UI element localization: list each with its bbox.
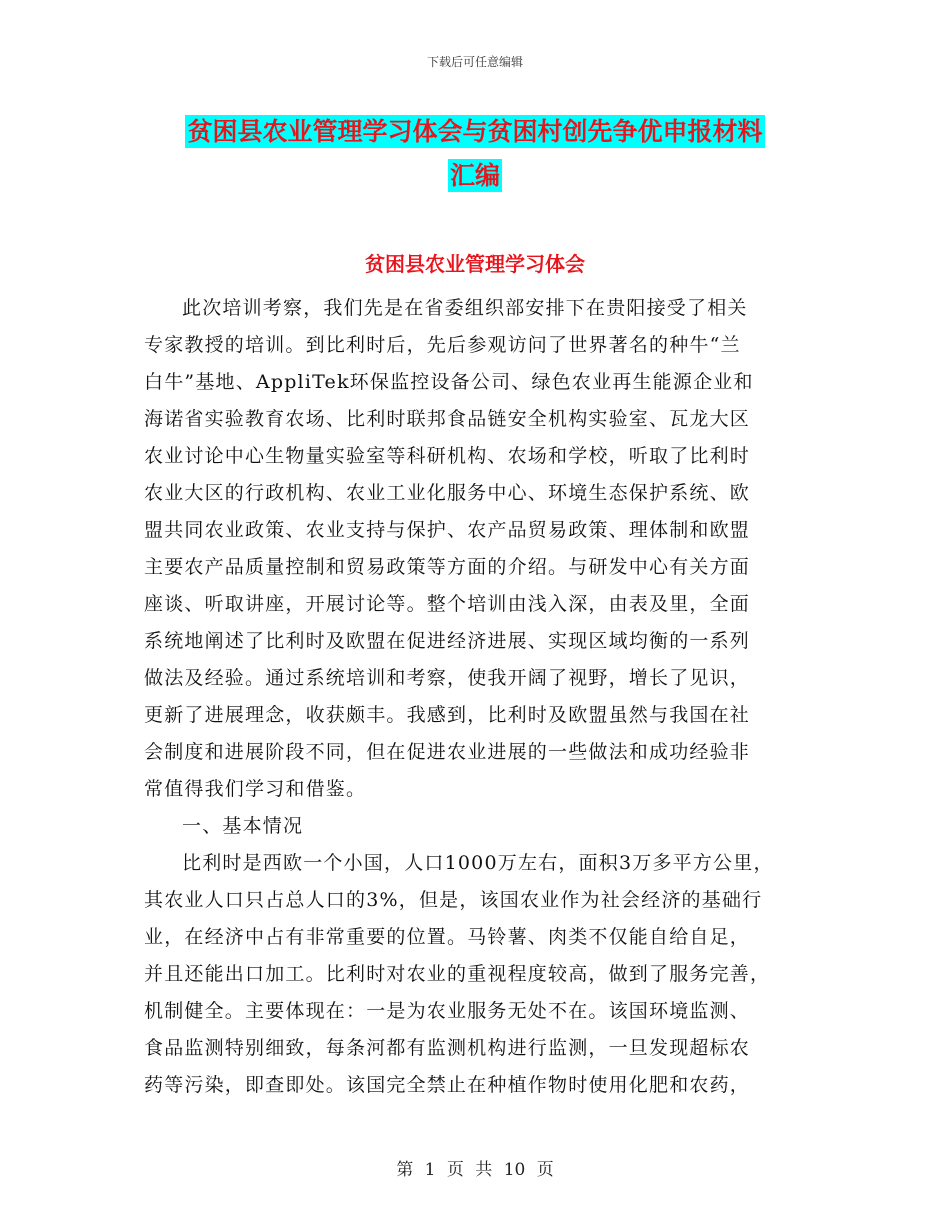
text-line: 专家教授的培训。到比利时后，先后参观访问了世界著名的种牛“兰 (144, 334, 741, 356)
text-line: 盟共同农业政策、农业支持与保护、农产品贸易政策、理体制和欧盟 (144, 519, 751, 541)
text-line: 海诺省实验教育农场、比利时联邦食品链安全机构实验室、瓦龙大区 (144, 408, 751, 430)
document-title (0, 110, 950, 198)
text-line: 此次培训考察，我们先是在省委组织部安排下在贵阳接受了相关 (182, 297, 748, 319)
text-line: 常值得我们学习和借鉴。 (144, 778, 367, 800)
text-line: 更新了进展理念，收获颇丰。我感到，比利时及欧盟虽然与我国在社 (144, 704, 751, 726)
text-line: 并且还能出口加工。比利时对农业的重视程度较高，做到了服务完善， (144, 963, 771, 985)
document-title-line-1: 贫困县农业管理学习体会与贫困村创先争优申报材料 (187, 117, 763, 146)
text-line: 系统地阐述了比利时及欧盟在促进经济进展、实现区域均衡的一系列 (144, 630, 751, 652)
section-heading: 贫困县农业管理学习体会 (365, 252, 585, 276)
text-line: 药等污染，即查即处。该国完全禁止在种植作物时使用化肥和农药， (144, 1074, 751, 1096)
paragraph-intro (144, 290, 810, 808)
text-line: 业，在经济中占有非常重要的位置。马铃薯、肉类不仅能自给自足， (144, 926, 751, 948)
paragraph-subheading-basic (144, 808, 810, 845)
subheading-basic-situation: 一、基本情况 (182, 815, 304, 837)
text-line: 比利时是西欧一个小国，人口1000万左右，面积3万多平方公里， (182, 852, 774, 874)
text-line: 做法及经验。通过系统培训和考察，使我开阔了视野，增长了见识， (144, 667, 751, 689)
page-footer: 第 1 页 共 10 页 (396, 1160, 554, 1180)
page-header-note: 下载后可任意编辑 (426, 55, 523, 69)
text-line: 主要农产品质量控制和贸易政策等方面的介绍。与研发中心有关方面 (144, 556, 751, 578)
text-line: 机制健全。主要体现在：一是为农业服务无处不在。该国环境监测、 (144, 1000, 751, 1022)
paragraph-belgium (144, 845, 810, 1104)
text-line: 农业讨论中心生物量实验室等科研机构、农场和学校，听取了比利时 (144, 445, 751, 467)
document-title-line-2: 汇编 (449, 161, 500, 190)
text-line: 农业大区的行政机构、农业工业化服务中心、环境生态保护系统、欧 (144, 482, 751, 504)
text-line: 白牛”基地、AppliTek环保监控设备公司、绿色农业再生能源企业和 (144, 371, 754, 393)
text-line: 其农业人口只占总人口的3%，但是，该国农业作为社会经济的基础行 (144, 889, 763, 911)
body-text (144, 290, 810, 1104)
text-line: 食品监测特别细致，每条河都有监测机构进行监测，一旦发现超标农 (144, 1037, 751, 1059)
text-line: 座谈、听取讲座，开展讨论等。整个培训由浅入深，由表及里，全面 (144, 593, 751, 615)
text-line: 会制度和进展阶段不同，但在促进农业进展的一些做法和成功经验非 (144, 741, 751, 763)
